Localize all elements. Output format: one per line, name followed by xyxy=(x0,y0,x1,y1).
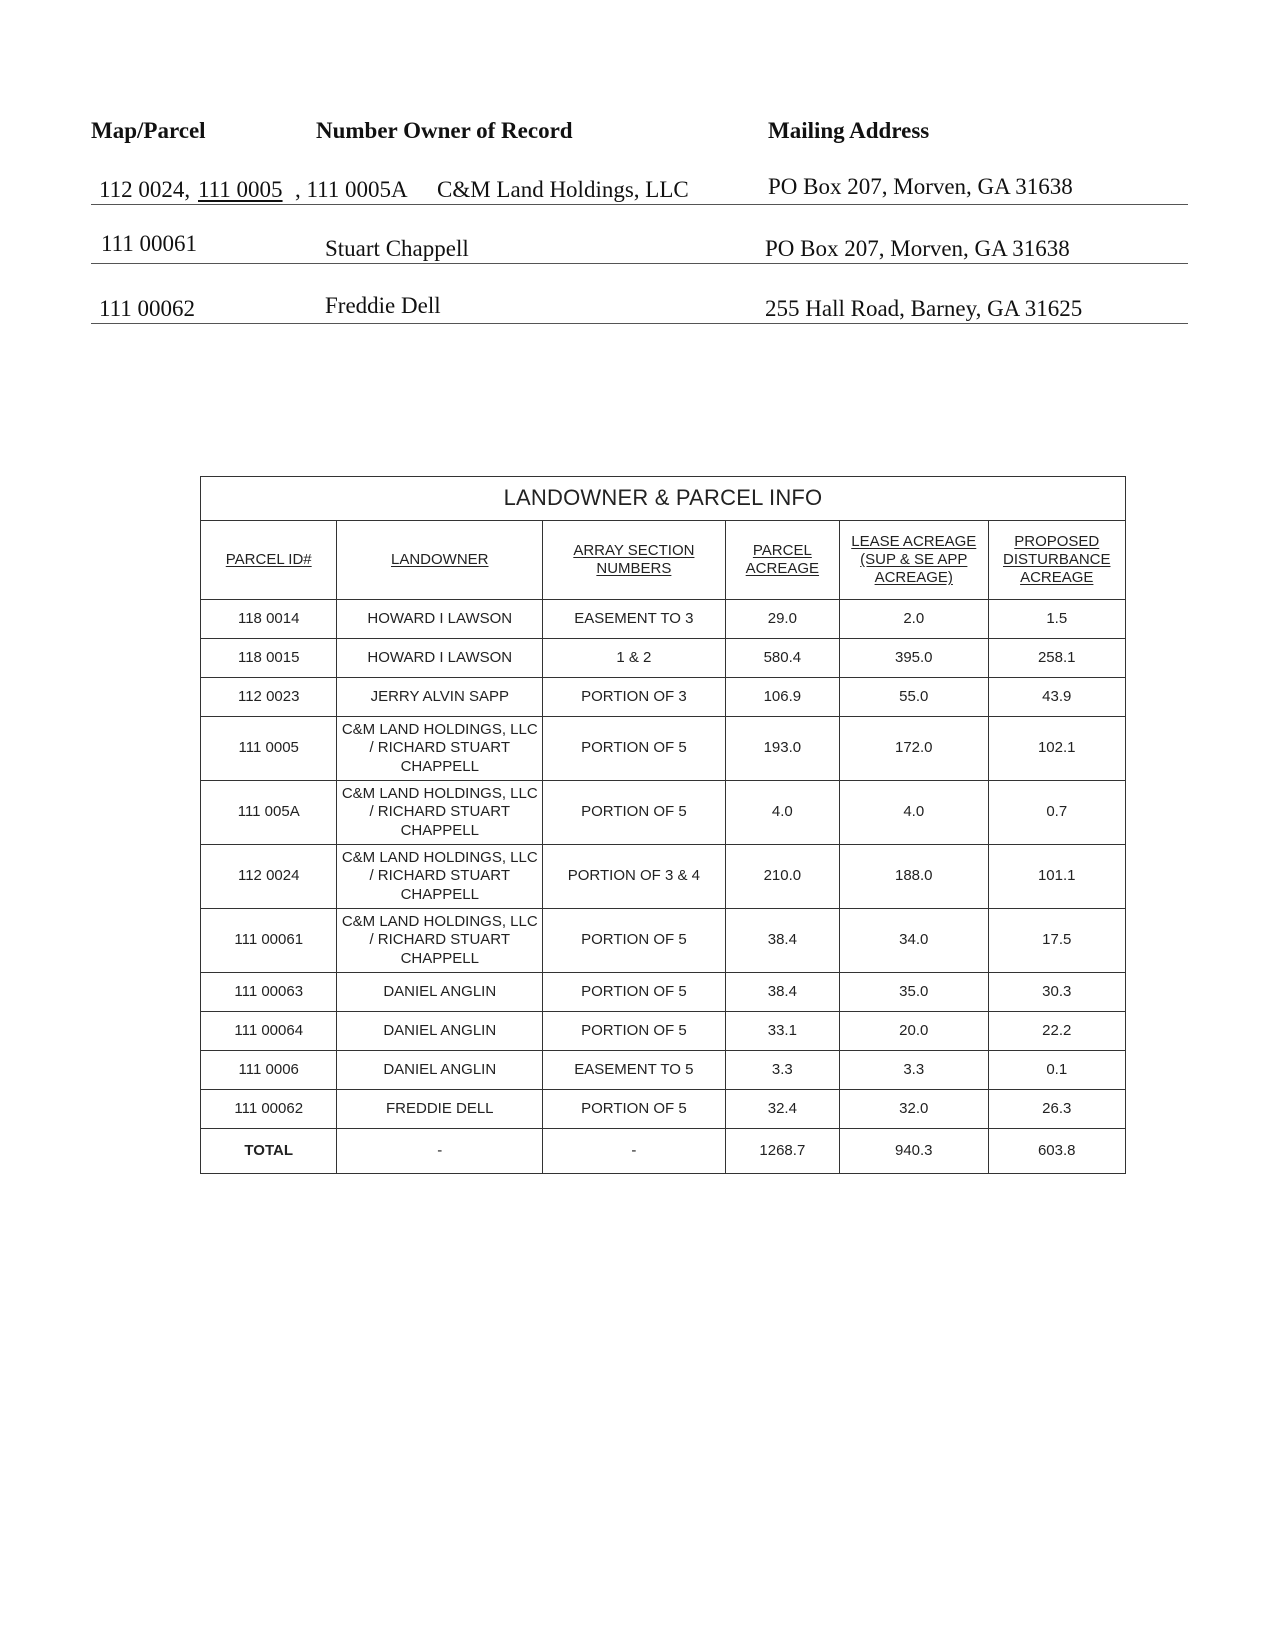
landowner-cell: C&M LAND HOLDINGS, LLC / RICHARD STUART CHAPPELL xyxy=(337,845,543,909)
lease-acreage-cell: 172.0 xyxy=(840,717,988,781)
total-cell: - xyxy=(543,1129,726,1174)
array-section-cell: PORTION OF 5 xyxy=(543,1090,726,1129)
total-row xyxy=(201,1129,1126,1174)
parcel-number: 111 00062 xyxy=(99,296,196,321)
parcel-acreage-cell: 33.1 xyxy=(725,1012,839,1051)
owner-row xyxy=(91,233,1188,264)
disturbance-acreage-cell: 0.7 xyxy=(988,781,1126,845)
table-row xyxy=(201,600,1126,639)
array-section-cell: PORTION OF 3 xyxy=(543,678,726,717)
total-cell: 940.3 xyxy=(840,1129,988,1174)
parcel-acreage-cell: 580.4 xyxy=(725,639,839,678)
column-header: ARRAY SECTION NUMBERS xyxy=(543,521,726,600)
owner-name: Freddie Dell xyxy=(325,293,441,318)
array-section-cell: 1 & 2 xyxy=(543,639,726,678)
parcel-id-cell: 111 005A xyxy=(201,781,337,845)
table-row xyxy=(201,973,1126,1012)
lease-acreage-cell: 32.0 xyxy=(840,1090,988,1129)
column-header: LANDOWNER xyxy=(337,521,543,600)
disturbance-acreage-cell: 22.2 xyxy=(988,1012,1126,1051)
parcel-acreage-cell: 38.4 xyxy=(725,973,839,1012)
lease-acreage-cell: 34.0 xyxy=(840,909,988,973)
landowner-cell: DANIEL ANGLIN xyxy=(337,973,543,1012)
column-header: PARCEL ACREAGE xyxy=(725,521,839,600)
table-row xyxy=(201,1051,1126,1090)
landowner-cell: C&M LAND HOLDINGS, LLC / RICHARD STUART CHAPPELL xyxy=(337,717,543,781)
parcel-number: , 111 0005A xyxy=(295,177,408,202)
disturbance-acreage-cell: 0.1 xyxy=(988,1051,1126,1090)
disturbance-acreage-cell: 258.1 xyxy=(988,639,1126,678)
parcel-number: 112 0024, xyxy=(99,177,191,202)
disturbance-acreage-cell: 1.5 xyxy=(988,600,1126,639)
lease-acreage-cell: 3.3 xyxy=(840,1051,988,1090)
parcel-id-cell: 111 0006 xyxy=(201,1051,337,1090)
parcel-acreage-cell: 106.9 xyxy=(725,678,839,717)
table-header-row xyxy=(201,521,1126,600)
landowner-cell: C&M LAND HOLDINGS, LLC / RICHARD STUART CHAPPELL xyxy=(337,909,543,973)
mailing-address: PO Box 207, Morven, GA 31638 xyxy=(768,174,1073,199)
disturbance-acreage-cell: 30.3 xyxy=(988,973,1126,1012)
parcel-table xyxy=(200,476,1126,1174)
parcel-acreage-cell: 29.0 xyxy=(725,600,839,639)
landowner-cell: DANIEL ANGLIN xyxy=(337,1012,543,1051)
parcel-acreage-cell: 4.0 xyxy=(725,781,839,845)
mailing-address: 255 Hall Road, Barney, GA 31625 xyxy=(765,296,1083,321)
lease-acreage-cell: 35.0 xyxy=(840,973,988,1012)
landowner-cell: C&M LAND HOLDINGS, LLC / RICHARD STUART CHAPPELL xyxy=(337,781,543,845)
landowner-cell: DANIEL ANGLIN xyxy=(337,1051,543,1090)
landowner-cell: FREDDIE DELL xyxy=(337,1090,543,1129)
parcel-acreage-cell: 193.0 xyxy=(725,717,839,781)
owner-row xyxy=(91,293,1188,324)
array-section-cell: EASEMENT TO 5 xyxy=(543,1051,726,1090)
landowner-cell: HOWARD I LAWSON xyxy=(337,600,543,639)
table-row xyxy=(201,678,1126,717)
mailing-address: PO Box 207, Morven, GA 31638 xyxy=(765,236,1070,261)
disturbance-acreage-cell: 43.9 xyxy=(988,678,1126,717)
owner-name: C&M Land Holdings, LLC xyxy=(437,177,689,202)
column-header: PROPOSED DISTURBANCE ACREAGE xyxy=(988,521,1126,600)
landowner-cell: HOWARD I LAWSON xyxy=(337,639,543,678)
total-cell: 1268.7 xyxy=(725,1129,839,1174)
array-section-cell: PORTION OF 5 xyxy=(543,1012,726,1051)
array-section-cell: PORTION OF 5 xyxy=(543,717,726,781)
array-section-cell: PORTION OF 5 xyxy=(543,973,726,1012)
parcel-id-cell: 112 0023 xyxy=(201,678,337,717)
table-row xyxy=(201,845,1126,909)
lease-acreage-cell: 188.0 xyxy=(840,845,988,909)
parcel-id-cell: 112 0024 xyxy=(201,845,337,909)
parcel-id-cell: 111 0005 xyxy=(201,717,337,781)
disturbance-acreage-cell: 17.5 xyxy=(988,909,1126,973)
table-row xyxy=(201,781,1126,845)
table-row xyxy=(201,909,1126,973)
table-row xyxy=(201,1090,1126,1129)
lease-acreage-cell: 2.0 xyxy=(840,600,988,639)
array-section-cell: PORTION OF 3 & 4 xyxy=(543,845,726,909)
header-number-owner: Number Owner of Record xyxy=(316,118,573,143)
header-map-parcel: Map/Parcel xyxy=(91,118,206,143)
parcel-acreage-cell: 38.4 xyxy=(725,909,839,973)
table-row xyxy=(201,1012,1126,1051)
array-section-cell: PORTION OF 5 xyxy=(543,909,726,973)
landowner-cell: JERRY ALVIN SAPP xyxy=(337,678,543,717)
column-header: PARCEL ID# xyxy=(201,521,337,600)
lease-acreage-cell: 395.0 xyxy=(840,639,988,678)
landowner-parcel-table xyxy=(200,476,1126,1174)
disturbance-acreage-cell: 101.1 xyxy=(988,845,1126,909)
lease-acreage-cell: 20.0 xyxy=(840,1012,988,1051)
table-row xyxy=(201,717,1126,781)
parcel-acreage-cell: 210.0 xyxy=(725,845,839,909)
parcel-id-cell: 111 00061 xyxy=(201,909,337,973)
parcel-acreage-cell: 3.3 xyxy=(725,1051,839,1090)
disturbance-acreage-cell: 102.1 xyxy=(988,717,1126,781)
column-header: LEASE ACREAGE (SUP & SE APP ACREAGE) xyxy=(840,521,988,600)
header-mailing-address: Mailing Address xyxy=(768,118,930,143)
total-label: TOTAL xyxy=(201,1129,337,1174)
owner-name: Stuart Chappell xyxy=(325,236,469,261)
table-row xyxy=(201,639,1126,678)
parcel-id-cell: 111 00063 xyxy=(201,973,337,1012)
parcel-id-cell: 111 00062 xyxy=(201,1090,337,1129)
parcel-id-cell: 118 0015 xyxy=(201,639,337,678)
parcel-acreage-cell: 32.4 xyxy=(725,1090,839,1129)
table-title: LANDOWNER & PARCEL INFO xyxy=(201,477,1126,521)
owner-row xyxy=(91,174,1188,205)
total-cell: - xyxy=(337,1129,543,1174)
lease-acreage-cell: 4.0 xyxy=(840,781,988,845)
lease-acreage-cell: 55.0 xyxy=(840,678,988,717)
parcel-id-cell: 111 00064 xyxy=(201,1012,337,1051)
parcel-id-cell: 118 0014 xyxy=(201,600,337,639)
parcel-number: 111 00061 xyxy=(101,231,198,256)
disturbance-acreage-cell: 26.3 xyxy=(988,1090,1126,1129)
array-section-cell: EASEMENT TO 3 xyxy=(543,600,726,639)
parcel-number: 111 0005 xyxy=(198,177,283,202)
total-cell: 603.8 xyxy=(988,1129,1126,1174)
array-section-cell: PORTION OF 5 xyxy=(543,781,726,845)
